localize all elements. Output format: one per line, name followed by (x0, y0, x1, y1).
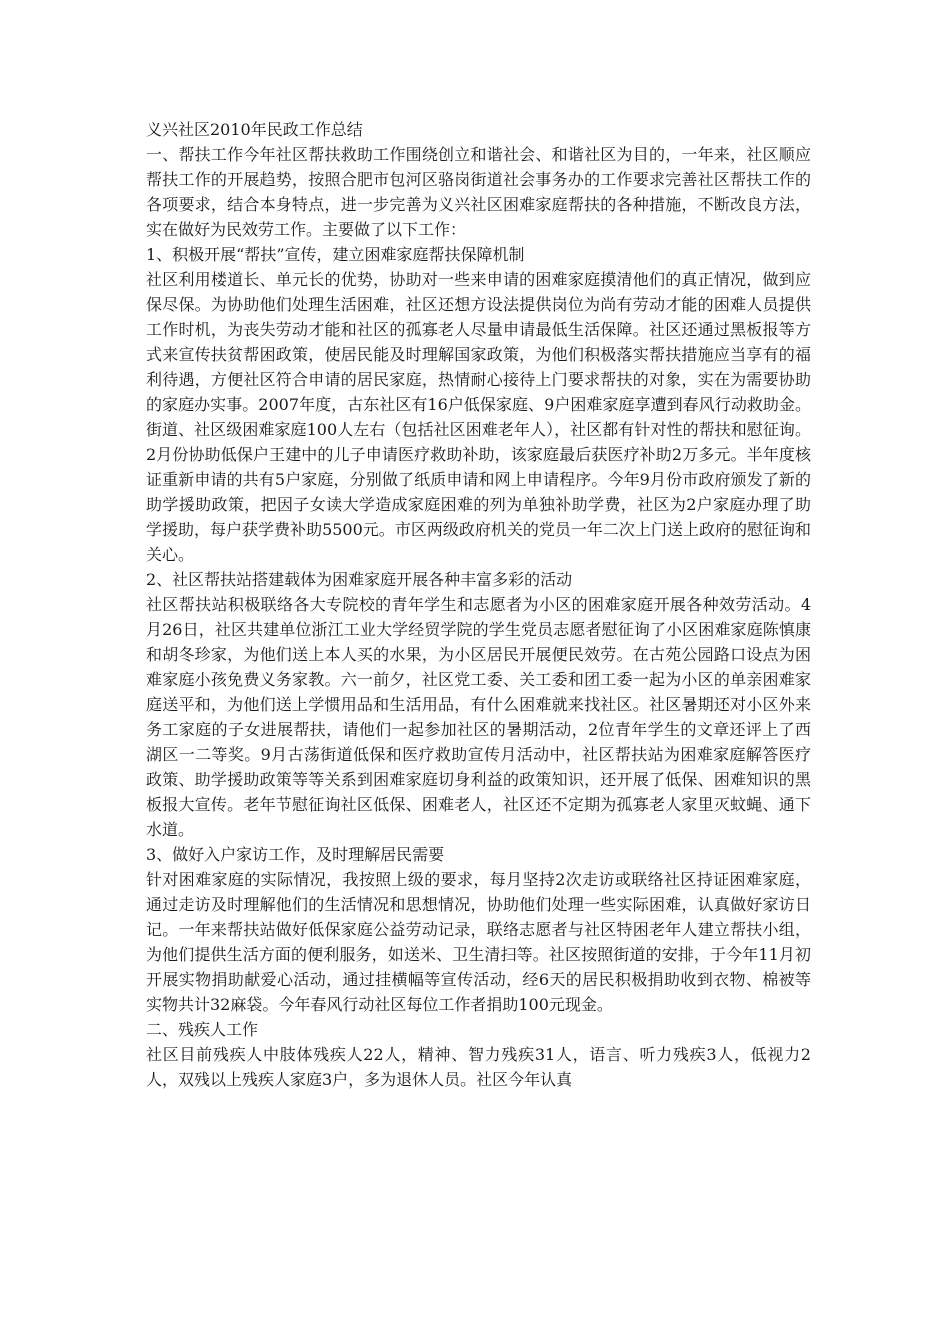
paragraph-section-1-2: 社区帮扶站积极联络各大专院校的青年学生和志愿者为小区的困难家庭开展各种效劳活动。4月26日，社区共建单位浙江工业大学经贸学院的学生党员志愿者慰征询了小区困难家庭陈慎康和胡冬珍家，为他们送上本人买的水果，为小区居民开展便民效劳。在古苑公园路口设点为困难家庭小孩免费义务家教。六一前夕，社区党工委、关工委和团工委一起为小区的单亲困难家庭送平和，为他们送上学惯用品和生活用品，有什么困难就来找社区。社区暑期还对小区外来务工家庭的子女进展帮扶，请他们一起参加社区的暑期活动，2位青年学生的文章还评上了西湖区一二等奖。9月古荡街道低保和医疗救助宣传月活动中，社区帮扶站为困难家庭解答医疗政策、助学援助政策等等关系到困难家庭切身利益的政策知识，还开展了低保、困难知识的黑板报大宣传。老年节慰征询社区低保、困难老人，社区还不定期为孤寡老人家里灭蚊蝇、通下水道。 (146, 595, 811, 839)
document-page (146, 117, 811, 1092)
heading-section-1-1: 1、积极开展“帮扶”宣传，建立困难家庭帮扶保障机制 (146, 245, 525, 264)
heading-section-1-2: 2、社区帮扶站搭建载体为困难家庭开展各种丰富多彩的活动 (146, 570, 573, 589)
paragraph-section-1-1: 社区利用楼道长、单元长的优势，协助对一些来申请的困难家庭摸清他们的真正情况，做到应保尽保。为协助他们处理生活困难，社区还想方设法提供岗位为尚有劳动才能的困难人员提供工作时机，为丧失劳动才能和社区的孤寡老人尽量申请最低生活保障。社区还通过黑板报等方式来宣传扶贫帮困政策，使居民能及时理解国家政策，为他们积极落实帮扶措施应当享有的福利待遇，方便社区符合申请的居民家庭，热情耐心接待上门要求帮扶的对象，实在为需要协助的家庭办实事。2007年度，古东社区有16户低保家庭、9户困难家庭享遭到春风行动救助金。街道、社区级困难家庭100人左右（包括社区困难老年人），社区都有针对性的帮扶和慰征询。2月份协助低保户王建中的儿子申请医疗救助补助，该家庭最后获医疗补助2万多元。半年度核证重新申请的共有5户家庭，分别做了纸质申请和网上申请程序。今年9月份市政府颁发了新的助学援助政策，把因子女读大学造成家庭困难的列为单独补助学费，社区为2户家庭办理了助学援助，每户获学费补助5500元。市区两级政府机关的党员一年二次上门送上政府的慰征询和关心。 (146, 270, 811, 564)
paragraph-section-2: 社区目前残疾人中肢体残疾人22人，精神、智力残疾31人，语言、听力残疾3人，低视力2人，双残以上残疾人家庭3户，多为退休人员。社区今年认真 (146, 1045, 811, 1089)
heading-section-1-3: 3、做好入户家访工作，及时理解居民需要 (146, 845, 445, 864)
document-title: 义兴社区2010年民政工作总结 (146, 120, 363, 139)
paragraph-intro: 一、帮扶工作今年社区帮扶救助工作围绕创立和谐社会、和谐社区为目的，一年来，社区顺应帮扶工作的开展趋势，按照合肥市包河区骆岗街道社会事务办的工作要求完善社区帮扶工作的各项要求，结合本身特点，进一步完善为义兴社区困难家庭帮扶的各种措施，不断改良方法，实在做好为民效劳工作。主要做了以下工作： (146, 145, 811, 239)
heading-section-2: 二、残疾人工作 (146, 1020, 259, 1039)
paragraph-section-1-3: 针对困难家庭的实际情况，我按照上级的要求，每月坚持2次走访或联络社区持证困难家庭，通过走访及时理解他们的生活情况和思想情况，协助他们处理一些实际困难，认真做好家访日记。一年来帮扶站做好低保家庭公益劳动记录，联络志愿者与社区特困老年人建立帮扶小组，为他们提供生活方面的便利服务，如送米、卫生清扫等。社区按照街道的安排，于今年11月初开展实物捐助献爱心活动，通过挂横幅等宣传活动，经6天的居民积极捐助收到衣物、棉被等实物共计32麻袋。今年春风行动社区每位工作者捐助100元现金。 (146, 870, 811, 1014)
